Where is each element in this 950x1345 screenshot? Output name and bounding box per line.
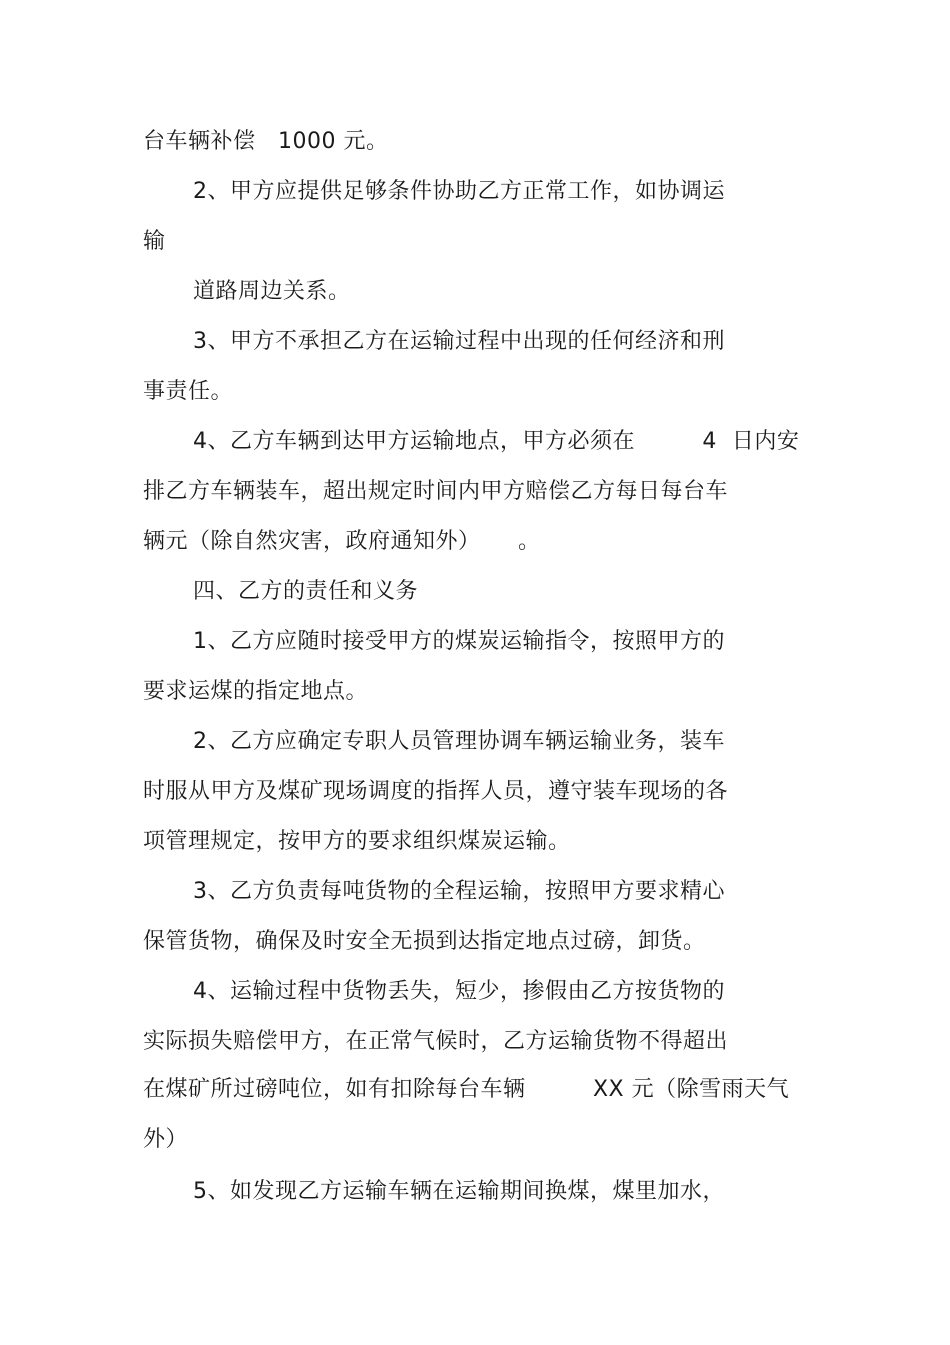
text-line: 要求运煤的指定地点。 — [143, 679, 369, 704]
text-line: 实际损失赔偿甲方，在正常气候时，乙方运输货物不得超出 — [143, 1029, 729, 1054]
text-line: 台车辆补偿 1000 元。 — [143, 129, 389, 154]
text-line: 时服从甲方及煤矿现场调度的指挥人员，遵守装车现场的各 — [143, 779, 729, 804]
text-line: 排乙方车辆装车，超出规定时间内甲方赔偿乙方每日每台车 — [143, 479, 729, 504]
section-heading: 四、乙方的责任和义务 — [193, 579, 419, 604]
text-line: 辆元（除自然灾害，政府通知外） 。 — [143, 529, 541, 554]
text-line: 2、乙方应确定专职人员管理协调车辆运输业务，装车 — [193, 729, 725, 754]
text-line: 输 — [143, 229, 166, 254]
text-line: 3、乙方负责每吨货物的全程运输，按照甲方要求精心 — [193, 879, 725, 904]
text-line: 1、乙方应随时接受甲方的煤炭运输指令，按照甲方的 — [193, 629, 725, 654]
text-line: 事责任。 — [143, 379, 234, 404]
text-line: 2、甲方应提供足够条件协助乙方正常工作，如协调运 — [193, 179, 725, 204]
text-line: 在煤矿所过磅吨位，如有扣除每台车辆 XX 元（除雪雨天气 — [143, 1077, 790, 1102]
text-line: 项管理规定，按甲方的要求组织煤炭运输。 — [143, 829, 571, 854]
text-line: 4、乙方车辆到达甲方运输地点，甲方必须在 4 日内安 — [193, 429, 800, 454]
text-line: 5、如发现乙方运输车辆在运输期间换煤，煤里加水， — [193, 1179, 725, 1204]
text-line: 道路周边关系。 — [193, 279, 351, 304]
text-line: 3、甲方不承担乙方在运输过程中出现的任何经济和刑 — [193, 329, 725, 354]
text-line: 4、运输过程中货物丢失，短少，掺假由乙方按货物的 — [193, 979, 725, 1004]
text-line: 保管货物，确保及时安全无损到达指定地点过磅，卸货。 — [143, 929, 706, 954]
text-line: 外） — [143, 1127, 189, 1152]
